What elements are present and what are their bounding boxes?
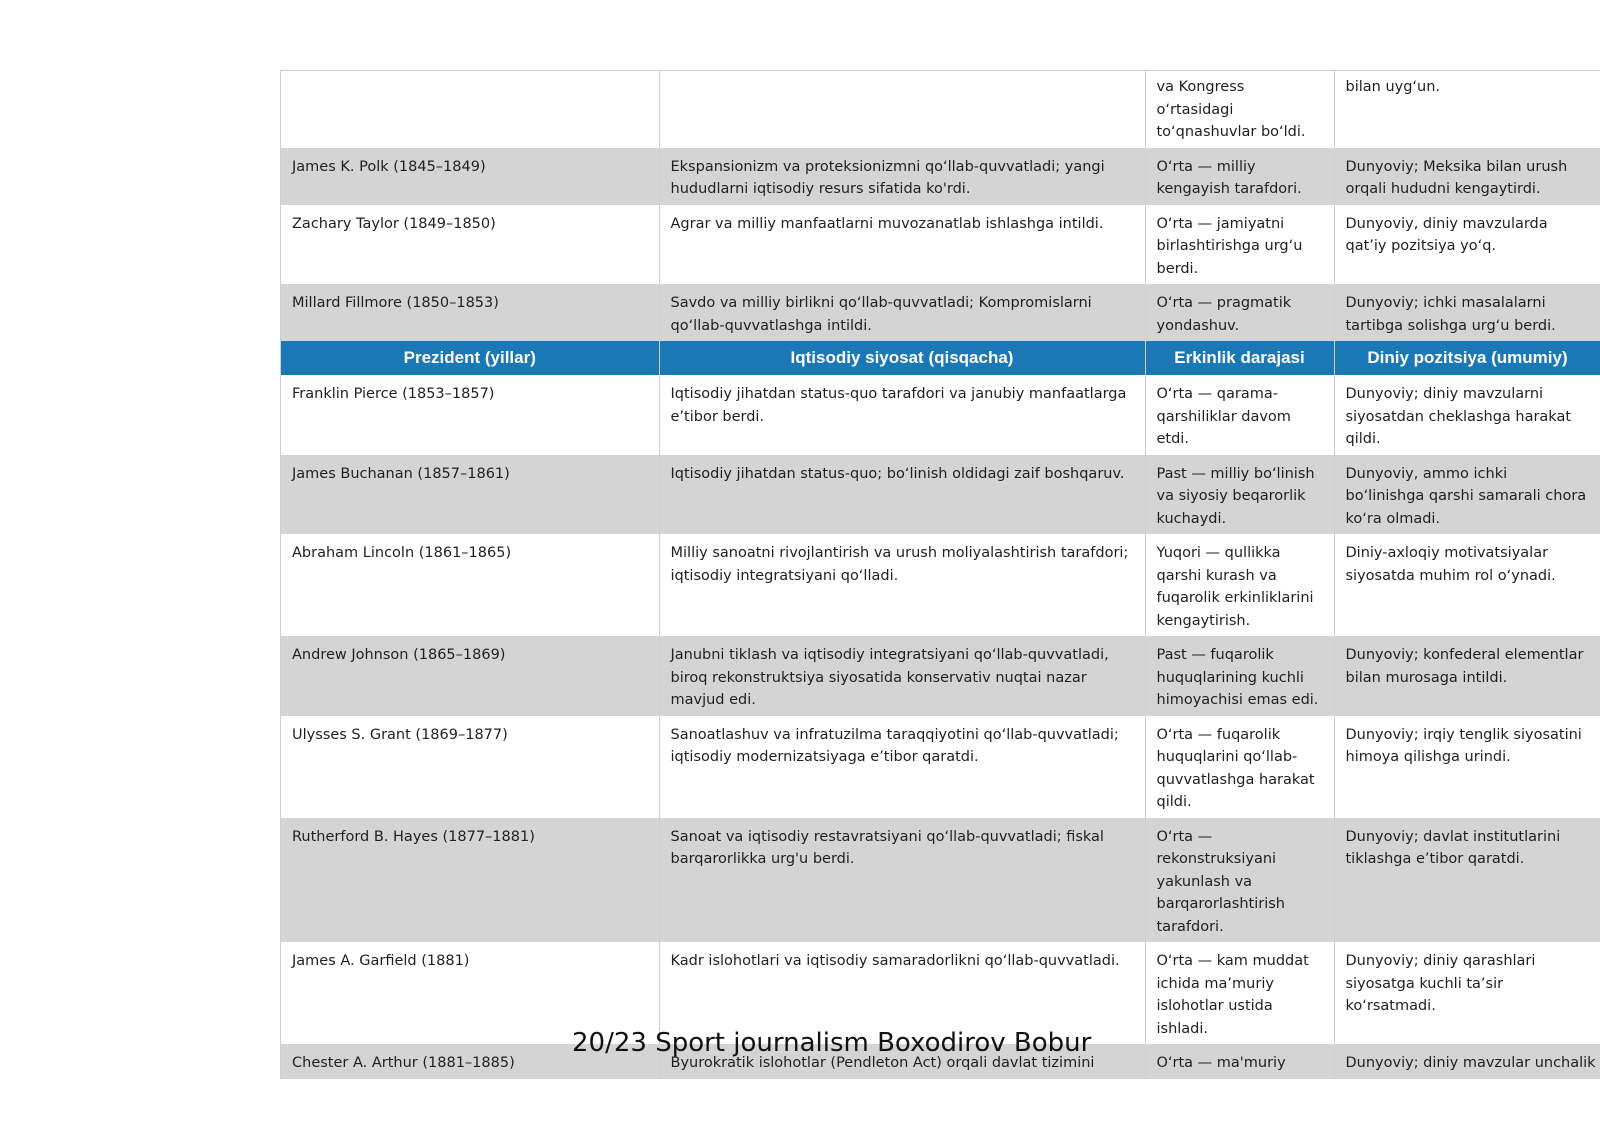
table-row [281, 818, 1600, 943]
freedom-level-cell: Past — fuqarolik huquqlarining kuchli himoyachisi emas edi. [1145, 636, 1334, 716]
economic-policy-cell: Ekspansionizm va proteksionizmni qo‘llab-quvvatladi; yangi hududlarni iqtisodiy resurs sifatida ko'rdi. [659, 148, 1145, 205]
economic-policy-cell: Kadr islohotlari va iqtisodiy samaradorlikni qo‘llab-quvvatladi. [659, 942, 1145, 1044]
religious-position-cell: Dunyoviy; davlat institutlarini tiklashga e’tibor qaratdi. [1334, 818, 1600, 943]
header-freedom-level: Erkinlik darajasi [1145, 341, 1334, 375]
presidents-table-wrapper [280, 70, 1600, 1079]
economic-policy-cell: Milliy sanoatni rivojlantirish va urush moliyalashtirish tarafdori; iqtisodiy integratsiyani qo‘lladi. [659, 534, 1145, 636]
religious-position-cell: Dunyoviy; diniy mavzularni siyosatdan cheklashga harakat qildi. [1334, 375, 1600, 455]
president-cell: Chester A. Arthur (1881–1885) [281, 1044, 659, 1079]
president-cell: James A. Garfield (1881) [281, 942, 659, 1044]
religious-position-cell: Dunyoviy; Meksika bilan urush orqali hududni kengaytirdi. [1334, 148, 1600, 205]
table-row [281, 534, 1600, 636]
header-president: Prezident (yillar) [281, 341, 659, 375]
table-row [281, 636, 1600, 716]
freedom-level-cell: O‘rta — milliy kengayish tarafdori. [1145, 148, 1334, 205]
president-cell: Millard Fillmore (1850–1853) [281, 284, 659, 341]
economic-policy-cell [659, 71, 1145, 148]
religious-position-cell: bilan uyg‘un. [1334, 71, 1600, 148]
president-cell: Zachary Taylor (1849–1850) [281, 205, 659, 285]
freedom-level-cell: O‘rta — rekonstruksiyani yakunlash va barqarorlashtirish tarafdori. [1145, 818, 1334, 943]
table-row [281, 716, 1600, 818]
freedom-level-cell: O‘rta — kam muddat ichida ma’muriy islohotlar ustida ishladi. [1145, 942, 1334, 1044]
table-row [281, 455, 1600, 535]
table-row [281, 148, 1600, 205]
president-cell: Andrew Johnson (1865–1869) [281, 636, 659, 716]
president-cell: Franklin Pierce (1853–1857) [281, 375, 659, 455]
footer-caption: 20/23 Sport journalism Boxodirov Bobur [572, 1028, 1092, 1058]
header-religious-position: Diniy pozitsiya (umumiy) [1334, 341, 1600, 375]
religious-position-cell: Dunyoviy; diniy qarashlari siyosatga kuchli ta’sir ko‘rsatmadi. [1334, 942, 1600, 1044]
religious-position-cell: Dunyoviy; diniy mavzular unchalik [1334, 1044, 1600, 1079]
table-row [281, 284, 1600, 341]
economic-policy-cell: Sanoatlashuv va infratuzilma taraqqiyotini qo‘llab-quvvatladi; iqtisodiy modernizatsiyaga e’tibor qaratdi. [659, 716, 1145, 818]
economic-policy-cell: Sanoat va iqtisodiy restavratsiyani qo‘llab-quvvatladi; fiskal barqarorlikka urg'u berdi. [659, 818, 1145, 943]
freedom-level-cell: O‘rta — qarama-qarshiliklar davom etdi. [1145, 375, 1334, 455]
religious-position-cell: Dunyoviy, diniy mavzularda qat’iy pozitsiya yo‘q. [1334, 205, 1600, 285]
economic-policy-cell: Byurokratik islohotlar (Pendleton Act) orqali davlat tizimini [659, 1044, 1145, 1079]
economic-policy-cell: Janubni tiklash va iqtisodiy integratsiyani qo‘llab-quvvatladi, biroq rekonstruktsiya siyosatida konservativ nuqtai nazar mavjud edi. [659, 636, 1145, 716]
president-cell: Abraham Lincoln (1861–1865) [281, 534, 659, 636]
freedom-level-cell: va Kongress o‘rtasidagi to‘qnashuvlar bo‘ldi. [1145, 71, 1334, 148]
president-cell: Ulysses S. Grant (1869–1877) [281, 716, 659, 818]
table-row [281, 205, 1600, 285]
freedom-level-cell: O‘rta — pragmatik yondashuv. [1145, 284, 1334, 341]
economic-policy-cell: Iqtisodiy jihatdan status-quo tarafdori va janubiy manfaatlarga e’tibor berdi. [659, 375, 1145, 455]
economic-policy-cell: Agrar va milliy manfaatlarni muvozanatlab ishlashga intildi. [659, 205, 1145, 285]
economic-policy-cell: Savdo va milliy birlikni qo‘llab-quvvatladi; Kompromislarni qo‘llab-quvvatlashga intildi. [659, 284, 1145, 341]
header-economic-policy: Iqtisodiy siyosat (qisqacha) [659, 341, 1145, 375]
religious-position-cell: Diniy-axloqiy motivatsiyalar siyosatda muhim rol o‘ynadi. [1334, 534, 1600, 636]
president-cell: Rutherford B. Hayes (1877–1881) [281, 818, 659, 943]
religious-position-cell: Dunyoviy; ichki masalalarni tartibga solishga urg‘u berdi. [1334, 284, 1600, 341]
president-cell: James Buchanan (1857–1861) [281, 455, 659, 535]
freedom-level-cell: Past — milliy bo‘linish va siyosiy beqarorlik kuchaydi. [1145, 455, 1334, 535]
president-cell [281, 71, 659, 148]
economic-policy-cell: Iqtisodiy jihatdan status-quo; bo‘linish oldidagi zaif boshqaruv. [659, 455, 1145, 535]
religious-position-cell: Dunyoviy, ammo ichki bo‘linishga qarshi samarali chora ko‘ra olmadi. [1334, 455, 1600, 535]
table-row [281, 375, 1600, 455]
freedom-level-cell: O‘rta — fuqarolik huquqlarini qo‘llab-quvvatlashga harakat qildi. [1145, 716, 1334, 818]
table-row [281, 71, 1600, 148]
table-header-row [281, 341, 1600, 375]
freedom-level-cell: O‘rta — jamiyatni birlashtirishga urg‘u berdi. [1145, 205, 1334, 285]
presidents-table [281, 71, 1600, 1079]
religious-position-cell: Dunyoviy; konfederal elementlar bilan murosaga intildi. [1334, 636, 1600, 716]
freedom-level-cell: O‘rta — ma'muriy [1145, 1044, 1334, 1079]
president-cell: James K. Polk (1845–1849) [281, 148, 659, 205]
religious-position-cell: Dunyoviy; irqiy tenglik siyosatini himoya qilishga urindi. [1334, 716, 1600, 818]
freedom-level-cell: Yuqori — qullikka qarshi kurash va fuqarolik erkinliklarini kengaytirish. [1145, 534, 1334, 636]
